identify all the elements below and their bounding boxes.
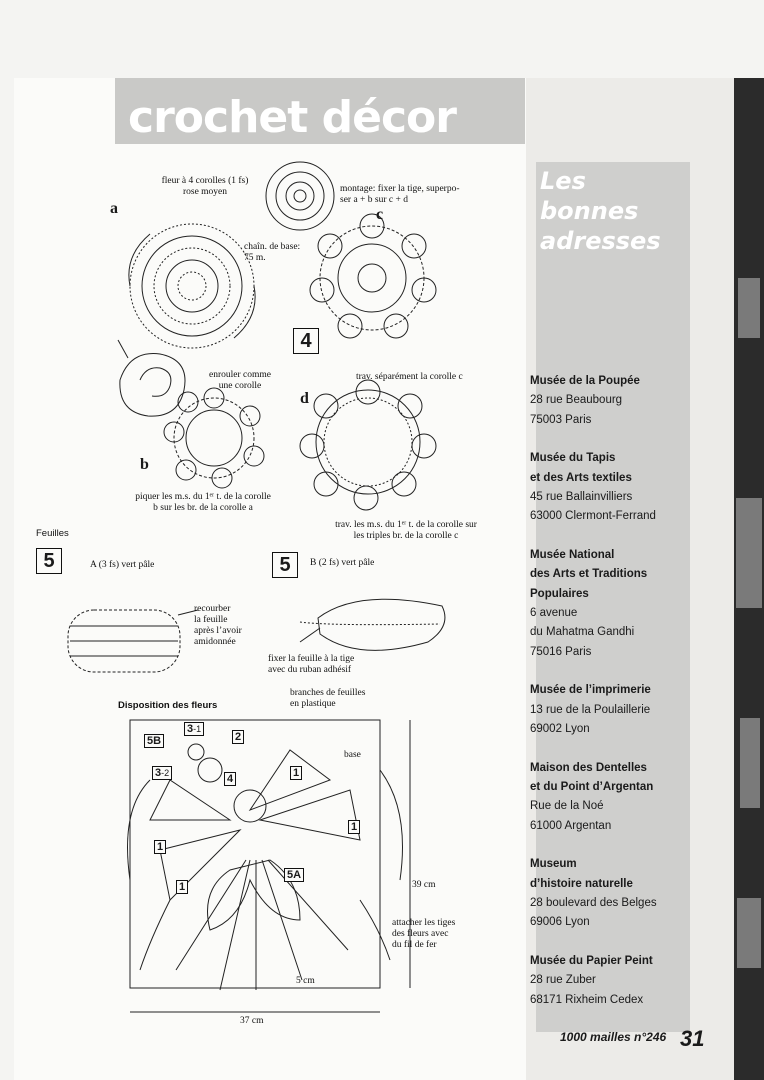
address-line: du Mahatma Gandhi — [530, 626, 635, 639]
attacher-caption: attacher les tiges des fleurs avec du fil de fer — [392, 918, 456, 950]
address-name: Musée de la Poupée — [530, 375, 640, 387]
address-line: 45 rue Ballainvilliers — [530, 491, 633, 504]
leaf-a-chart — [68, 610, 198, 672]
tag-2: 2 — [232, 730, 244, 744]
fixer-caption: fixer la feuille à la tige avec du ruban adhésif — [268, 654, 355, 675]
address-line: Rue de la Noé — [530, 800, 604, 813]
piquer-caption: piquer les m.s. du 1ᵉʳ t. de la corolle b sur les br. de la corolle a — [135, 492, 271, 513]
trav-ms-caption: trav. les m.s. du 1ᵉʳ t. de la corolle sur les triples br. de la corolle c — [335, 520, 477, 541]
tag-3-2: 3-2 — [152, 766, 172, 780]
tag-1: 1 — [176, 880, 188, 894]
address-line: 13 rue de la Poulaillerie — [530, 703, 651, 716]
rose-outline — [118, 340, 185, 416]
height-dimension: 39 cm — [412, 880, 436, 890]
leaf-b-caption: B (2 fs) vert pâle — [310, 558, 375, 568]
address-name: d’histoire naturelle — [530, 877, 633, 890]
leaf-b-chart — [300, 599, 445, 650]
address-name: Musée National — [530, 548, 615, 561]
trav-sep-caption: trav. séparément la corolle c — [356, 372, 463, 382]
fleur-caption: fleur à 4 corolles (1 fs) rose moyen — [161, 176, 249, 197]
label-c: c — [376, 206, 384, 223]
address-line: 69002 Lyon — [530, 723, 590, 736]
leaf-a-caption: A (3 fs) vert pâle — [90, 560, 155, 570]
section-4-badge: 4 — [293, 328, 319, 354]
feuilles-heading: Feuilles — [36, 528, 69, 539]
tag-3-1: 3-1 — [184, 722, 204, 736]
section-5b-badge: 5 — [272, 552, 298, 578]
tag-1: 1 — [154, 840, 166, 854]
page-number: 31 — [680, 1026, 705, 1051]
label-b: b — [140, 456, 149, 473]
address-line: 63000 Clermont-Ferrand — [530, 510, 656, 523]
tag-1: 1 — [348, 820, 360, 834]
address-name: et du Point d’Argentan — [530, 780, 654, 793]
label-a: a — [110, 200, 118, 217]
enrouler-caption: enrouler comme une corolle — [209, 370, 271, 391]
section-5a-badge: 5 — [36, 548, 62, 574]
5cm-dimension: 5 cm — [296, 976, 315, 986]
recourber-caption: recourber la feuille après l’avoir amidonnée — [194, 604, 242, 647]
magazine-footer: 1000 mailles n°246 — [560, 1030, 667, 1044]
flower-d — [300, 380, 436, 510]
address-name: Museum — [530, 858, 577, 871]
address-line: 28 boulevard des Belges — [530, 896, 657, 909]
spiral-flower-a — [129, 224, 255, 348]
address-name: Populaires — [530, 587, 589, 600]
label-d: d — [300, 390, 309, 407]
address-line: 6 avenue — [530, 607, 578, 620]
tag-5b: 5B — [144, 734, 164, 748]
disposition-base — [128, 720, 411, 1012]
address-line: 69006 Lyon — [530, 916, 590, 929]
branches-caption: branches de feuilles en plastique — [290, 688, 366, 709]
disposition-heading: Disposition des fleurs — [118, 700, 218, 711]
width-dimension: 37 cm — [240, 1016, 264, 1026]
address-name: et des Arts textiles — [530, 471, 632, 484]
address-name: Maison des Dentelles — [530, 761, 647, 774]
address-name: des Arts et Traditions — [530, 568, 648, 581]
address-name: Musée du Tapis — [530, 452, 616, 465]
address-line: 75003 Paris — [530, 413, 592, 426]
tag-1: 1 — [290, 766, 302, 780]
address-line: 68171 Rixheim Cedex — [530, 993, 644, 1006]
address-line: 61000 Argentan — [530, 819, 612, 832]
adresses-title-line: adresses — [540, 227, 661, 255]
montage-caption: montage: fixer la tige, superpo- ser a + b sur c + d — [340, 184, 460, 205]
address-name: Musée du Papier Peint — [530, 954, 653, 967]
address-line: 28 rue Zuber — [530, 974, 596, 987]
base-caption: base — [344, 750, 361, 760]
tag-5a: 5A — [284, 868, 304, 882]
address-line: 75016 Paris — [530, 645, 592, 658]
tag-4: 4 — [224, 772, 236, 786]
address-name: Musée de l’imprimerie — [530, 684, 651, 697]
chain-caption: chaîn. de base: 75 m. — [244, 242, 301, 263]
page-title: crochet décor — [128, 92, 456, 143]
address-line: 28 rue Beaubourg — [530, 394, 623, 407]
adresses-title-line: bonnes — [540, 197, 639, 225]
adresses-title-line: Les — [540, 167, 586, 195]
spiral-montage — [266, 162, 334, 230]
flower-c — [310, 214, 436, 338]
